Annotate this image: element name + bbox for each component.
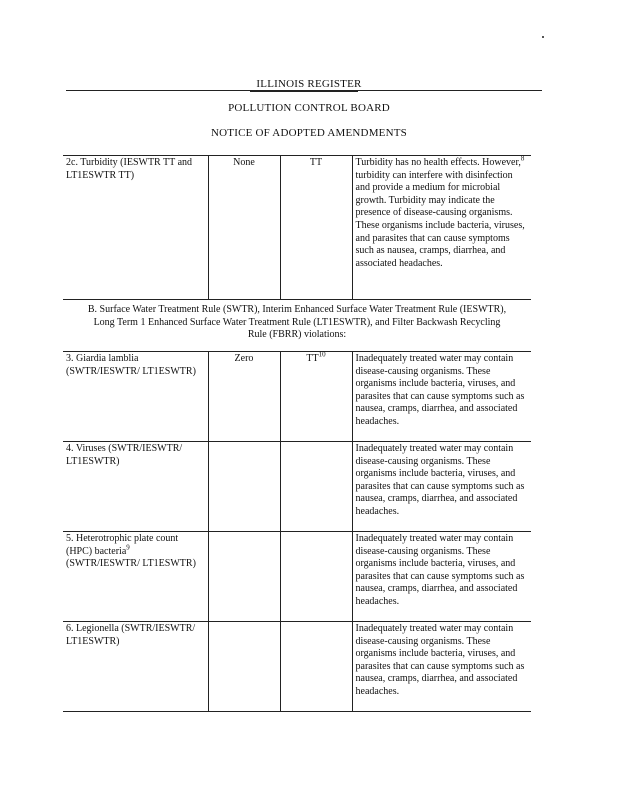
mclg-cell: [208, 442, 280, 532]
table-row: [63, 622, 531, 712]
mcl-cell: TT: [280, 156, 352, 300]
notice-title: NOTICE OF ADOPTED AMENDMENTS: [211, 127, 407, 139]
mclg-cell: [208, 532, 280, 622]
mclg-cell: None: [208, 156, 280, 300]
mcl-cell: [280, 442, 352, 532]
health-effects-cell: Inadequately treated water may contain disease-causing organisms. These organisms include bacteria, viruses, and parasites that can cause symptoms such as nausea, cramps, diarrhea, and associated headaches.: [352, 352, 531, 442]
contaminant-cell: [63, 532, 208, 622]
table-row: [63, 156, 531, 300]
table-row: [63, 352, 531, 442]
footnote-ref: 9: [126, 543, 130, 552]
mcl-cell: [280, 532, 352, 622]
register-title: ILLINOIS REGISTER: [256, 78, 362, 90]
table-row: [63, 532, 531, 622]
table-row: [63, 442, 531, 532]
contaminant-text: (SWTR/IESWTR/ LT1ESWTR): [66, 558, 196, 570]
mcl-cell: [280, 622, 352, 712]
effects-text: turbidity can interfere with disinfection and provide a medium for microbial growth. Turbidity may indicate the presence of disease-causing organisms. These organisms include bacteria, viruses, and parasites that can cause symptoms such as nausea, cramps, diarrhea, and associated headaches.: [355, 169, 525, 269]
contaminant-cell: 4. Viruses (SWTR/IESWTR/ LT1ESWTR): [63, 442, 208, 532]
board-title: POLLUTION CONTROL BOARD: [228, 102, 390, 114]
contaminant-cell: 6. Legionella (SWTR/IESWTR/ LT1ESWTR): [63, 622, 208, 712]
footnote-ref: 10: [318, 350, 326, 359]
contaminant-table: [63, 155, 531, 712]
contaminant-text: 5. Heterotrophic plate count (HPC) bacteria: [66, 533, 179, 557]
section-b-heading: B. Surface Water Treatment Rule (SWTR), Interim Enhanced Surface Water Treatment Rule (IESWTR), Long Term 1 Enhanced Surface Water Treatment Rule (LT1ESWTR), and Filter Backwash Recycling Rule (FBRR) violations:: [63, 300, 531, 352]
footnote-ref: 8: [520, 154, 525, 163]
health-effects-cell: [352, 156, 531, 300]
mclg-cell: [208, 622, 280, 712]
effects-text: Turbidity has no health effects. However,: [355, 157, 521, 168]
health-effects-cell: Inadequately treated water may contain disease-causing organisms. These organisms include bacteria, viruses, and parasites that can cause symptoms such as nausea, cramps, diarrhea, and associated headaches.: [352, 532, 531, 622]
table-row: [63, 300, 531, 352]
scan-speck: [542, 36, 544, 38]
mcl-text: TT: [306, 353, 319, 364]
contaminant-cell: 2c. Turbidity (IESWTR TT and LT1ESWTR TT): [63, 156, 208, 300]
contaminant-cell: 3. Giardia lamblia (SWTR/IESWTR/ LT1ESWTR): [63, 352, 208, 442]
health-effects-cell: Inadequately treated water may contain disease-causing organisms. These organisms include bacteria, viruses, and parasites that can cause symptoms such as nausea, cramps, diarrhea, and associated headaches.: [352, 622, 531, 712]
mclg-cell: Zero: [208, 352, 280, 442]
header-underline: [250, 91, 358, 92]
mcl-cell: [280, 352, 352, 442]
health-effects-cell: Inadequately treated water may contain disease-causing organisms. These organisms include bacteria, viruses, and parasites that can cause symptoms such as nausea, cramps, diarrhea, and associated headaches.: [352, 442, 531, 532]
